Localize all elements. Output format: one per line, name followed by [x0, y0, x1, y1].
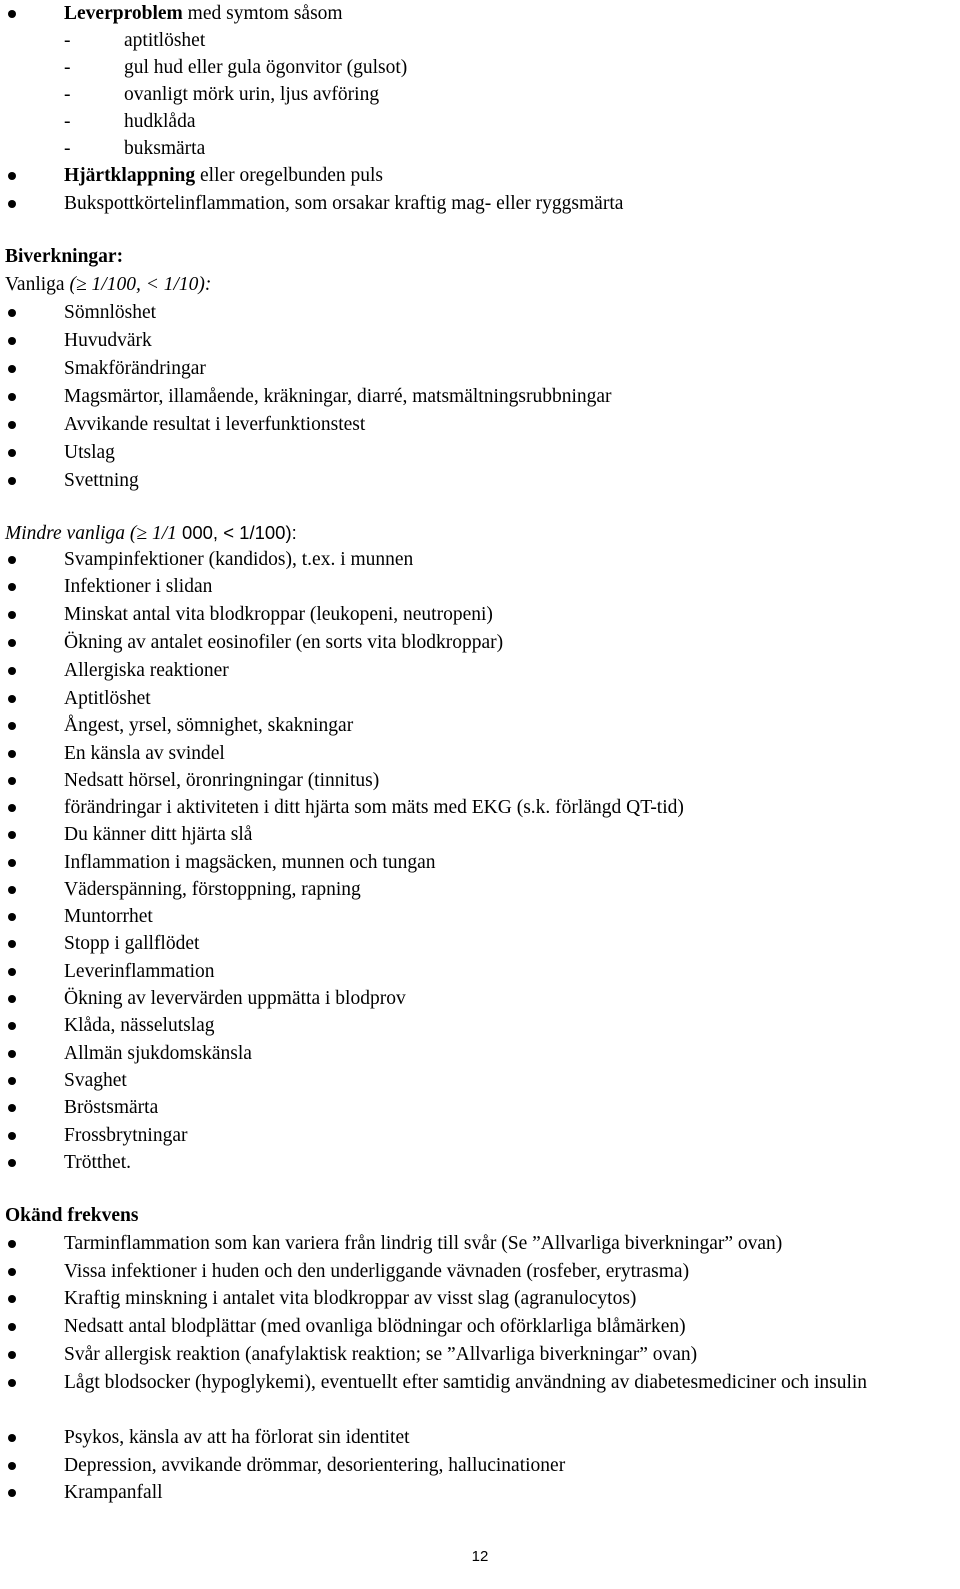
- side-effects-title: Biverkningar:: [5, 246, 124, 267]
- list-item-text: Depression, avvikande drömmar, desorientering, hallucinationer: [64, 1455, 566, 1476]
- bullet-icon: [8, 1022, 16, 1030]
- bullet-icon: [8, 1159, 16, 1167]
- list-item-text: Magsmärtor, illamående, kräkningar, diarré, matsmältningsrubbningar: [64, 386, 612, 407]
- list-item: [0, 601, 958, 628]
- bullet-icon: [8, 667, 16, 675]
- bullet-icon: [8, 1077, 16, 1085]
- common-label-start: Vanliga: [5, 274, 70, 295]
- bullet-icon: [8, 611, 16, 619]
- uncommon-label-rest: 000, < 1/100):: [176, 522, 297, 543]
- list-item-text: Infektioner i slidan: [64, 576, 213, 597]
- bullet-icon: [8, 968, 16, 976]
- bullet-icon: [8, 777, 16, 785]
- list-item: [0, 411, 958, 438]
- liver-symptom: [0, 27, 958, 54]
- list-item: [0, 1424, 958, 1451]
- list-item: [0, 958, 958, 985]
- list-item-text: Bröstsmärta: [64, 1097, 159, 1118]
- list-item-text: Leverinflammation: [64, 961, 215, 982]
- list-item-text: förändringar i aktiviteten i ditt hjärta som mäts med EKG (s.k. förlängd QT-tid): [64, 797, 684, 818]
- uncommon-label-row: [0, 519, 958, 546]
- common-label-frequency: (≥ 1/100, < 1/10):: [69, 274, 212, 295]
- bullet-icon: [8, 1295, 16, 1303]
- list-item-text: Klåda, nässelutslag: [64, 1015, 215, 1036]
- list-item-text: Svaghet: [64, 1070, 127, 1091]
- list-item: [0, 1341, 958, 1368]
- list-item: [0, 355, 958, 382]
- list-item: [0, 299, 958, 326]
- bullet-icon: [8, 309, 16, 317]
- list-item-text: Allergiska reaktioner: [64, 660, 229, 681]
- list-item-pancreas: [0, 190, 958, 217]
- list-item: [0, 439, 958, 466]
- bullet-icon: [8, 913, 16, 921]
- list-item: [0, 685, 958, 712]
- list-item-text: Utslag: [64, 442, 115, 463]
- bullet-icon: [8, 831, 16, 839]
- bullet-icon: [8, 449, 16, 457]
- list-item-text: Vissa infektioner i huden och den underliggande vävnaden (rosfeber, erytrasma): [64, 1261, 690, 1282]
- bullet-icon: [8, 1132, 16, 1140]
- liver-title: Leverproblem: [64, 3, 183, 24]
- bullet-icon: [8, 172, 16, 180]
- heart-title: Hjärtklappning: [64, 165, 196, 186]
- bullet-icon: [8, 750, 16, 758]
- bullet-icon: [8, 1379, 16, 1387]
- heart-rest: eller oregelbunden puls: [195, 165, 384, 186]
- list-item-text: Inflammation i magsäcken, munnen och tungan: [64, 852, 436, 873]
- list-item-liver: [0, 0, 958, 27]
- list-item-text: Sömnlöshet: [64, 302, 157, 323]
- bullet-icon: [8, 10, 16, 18]
- list-item-text: Nedsatt antal blodplättar (med ovanliga blödningar och oförklarliga blåmärken): [64, 1316, 686, 1337]
- list-item: [0, 467, 958, 494]
- liver-symptom-text: buksmärta: [124, 138, 206, 159]
- bullet-icon: [8, 695, 16, 703]
- list-item-text: Väderspänning, förstoppning, rapning: [64, 879, 361, 900]
- bullet-icon: [8, 1489, 16, 1497]
- liver-symptom-text: ovanligt mörk urin, ljus avföring: [124, 84, 380, 105]
- list-item-text: Tarminflammation som kan variera från lindrig till svår (Se ”Allvarliga biverkningar” ovan): [64, 1233, 783, 1254]
- dash: -: [64, 111, 71, 132]
- list-item-text: Allmän sjukdomskänsla: [64, 1043, 252, 1064]
- bullet-icon: [8, 1050, 16, 1058]
- list-item: [0, 876, 958, 903]
- list-item-text: Minskat antal vita blodkroppar (leukopeni, neutropeni): [64, 604, 493, 625]
- unknown-title: Okänd frekvens: [5, 1205, 139, 1226]
- list-item-text: Aptitlöshet: [64, 688, 151, 709]
- uncommon-label-frequency: Mindre vanliga (≥ 1/1: [5, 523, 177, 544]
- list-item: [0, 546, 958, 573]
- list-item: [0, 327, 958, 354]
- dash: -: [64, 30, 71, 51]
- list-item-text: Frossbrytningar: [64, 1125, 188, 1146]
- list-item: [0, 1122, 958, 1149]
- list-item: [0, 1313, 958, 1340]
- list-item: [0, 767, 958, 794]
- bullet-icon: [8, 859, 16, 867]
- list-item: [0, 1040, 958, 1067]
- list-item-text: Smakförändringar: [64, 358, 206, 379]
- bullet-icon: [8, 1462, 16, 1470]
- list-item-text: Avvikande resultat i leverfunktionstest: [64, 414, 366, 435]
- list-item: [0, 1012, 958, 1039]
- list-item-text: Svampinfektioner (kandidos), t.ex. i munnen: [64, 549, 414, 570]
- list-item: [0, 985, 958, 1012]
- liver-symptom: [0, 108, 958, 135]
- list-item-text: Muntorrhet: [64, 906, 153, 927]
- list-item-text: Psykos, känsla av att ha förlorat sin identitet: [64, 1427, 410, 1448]
- bullet-icon: [8, 940, 16, 948]
- list-item: [0, 1149, 958, 1176]
- liver-symptom: [0, 81, 958, 108]
- list-item-text: Huvudvärk: [64, 330, 152, 351]
- common-label-row: [0, 271, 958, 298]
- dash: -: [64, 138, 71, 159]
- list-item: [0, 1094, 958, 1121]
- list-item-text: Svår allergisk reaktion (anafylaktisk reaktion; se ”Allvarliga biverkningar” ovan): [64, 1344, 698, 1365]
- bullet-icon: [8, 365, 16, 373]
- list-item: [0, 740, 958, 767]
- list-item: [0, 657, 958, 684]
- unknown-heading-row: [0, 1202, 958, 1229]
- list-item-text: Ökning av levervärden uppmätta i blodprov: [64, 988, 406, 1009]
- list-item: [0, 1479, 958, 1506]
- bullet-icon: [8, 722, 16, 730]
- bullet-icon: [8, 1240, 16, 1248]
- list-item-text: Du känner ditt hjärta slå: [64, 824, 253, 845]
- bullet-icon: [8, 337, 16, 345]
- pancreas-text: Bukspottkörtelinflammation, som orsakar kraftig mag- eller ryggsmärta: [64, 193, 624, 214]
- bullet-icon: [8, 995, 16, 1003]
- list-item: [0, 712, 958, 739]
- list-item-text: Lågt blodsocker (hypoglykemi), eventuellt efter samtidig användning av diabetesmediciner och insulin: [64, 1372, 868, 1393]
- liver-rest: med symtom såsom: [182, 3, 343, 24]
- bullet-icon: [8, 1104, 16, 1112]
- page-number: 12: [471, 1548, 489, 1565]
- bullet-icon: [8, 421, 16, 429]
- list-item-text: Svettning: [64, 470, 139, 491]
- list-item: [0, 383, 958, 410]
- list-item-text: Stopp i gallflödet: [64, 933, 200, 954]
- liver-symptom-text: aptitlöshet: [124, 30, 206, 51]
- list-item: [0, 629, 958, 656]
- list-item: [0, 903, 958, 930]
- list-item-text: Ångest, yrsel, sömnighet, skakningar: [64, 715, 354, 736]
- bullet-icon: [8, 556, 16, 564]
- bullet-icon: [8, 1351, 16, 1359]
- bullet-icon: [8, 393, 16, 401]
- bullet-icon: [8, 639, 16, 647]
- list-item-text: Kraftig minskning i antalet vita blodkroppar av visst slag (agranulocytos): [64, 1288, 637, 1309]
- list-item: [0, 573, 958, 600]
- bullet-icon: [8, 583, 16, 591]
- bullet-icon: [8, 1268, 16, 1276]
- bullet-icon: [8, 886, 16, 894]
- liver-symptom-text: gul hud eller gula ögonvitor (gulsot): [124, 57, 408, 78]
- liver-symptom-text: hudklåda: [124, 111, 196, 132]
- bullet-icon: [8, 1323, 16, 1331]
- dash: -: [64, 57, 71, 78]
- dash: -: [64, 84, 71, 105]
- list-item-text: Krampanfall: [64, 1482, 163, 1503]
- bullet-icon: [8, 804, 16, 812]
- list-item: [0, 1452, 958, 1479]
- list-item: [0, 849, 958, 876]
- bullet-icon: [8, 477, 16, 485]
- bullet-icon: [8, 1434, 16, 1442]
- liver-symptom: [0, 135, 958, 162]
- list-item: [0, 930, 958, 957]
- list-item-heart: [0, 162, 958, 189]
- list-item: [0, 1067, 958, 1094]
- liver-symptom: [0, 54, 958, 81]
- bullet-icon: [8, 200, 16, 208]
- list-item-text: Nedsatt hörsel, öronringningar (tinnitus): [64, 770, 380, 791]
- list-item: [0, 1285, 958, 1312]
- list-item: [0, 794, 958, 821]
- list-item: [0, 1258, 958, 1285]
- side-effects-heading-row: [0, 243, 958, 270]
- list-item-text: Trötthet.: [64, 1152, 132, 1173]
- list-item: [0, 1369, 958, 1423]
- list-item-text: En känsla av svindel: [64, 743, 225, 764]
- list-item: [0, 1230, 958, 1257]
- list-item-text: Ökning av antalet eosinofiler (en sorts vita blodkroppar): [64, 632, 504, 653]
- list-item: [0, 821, 958, 848]
